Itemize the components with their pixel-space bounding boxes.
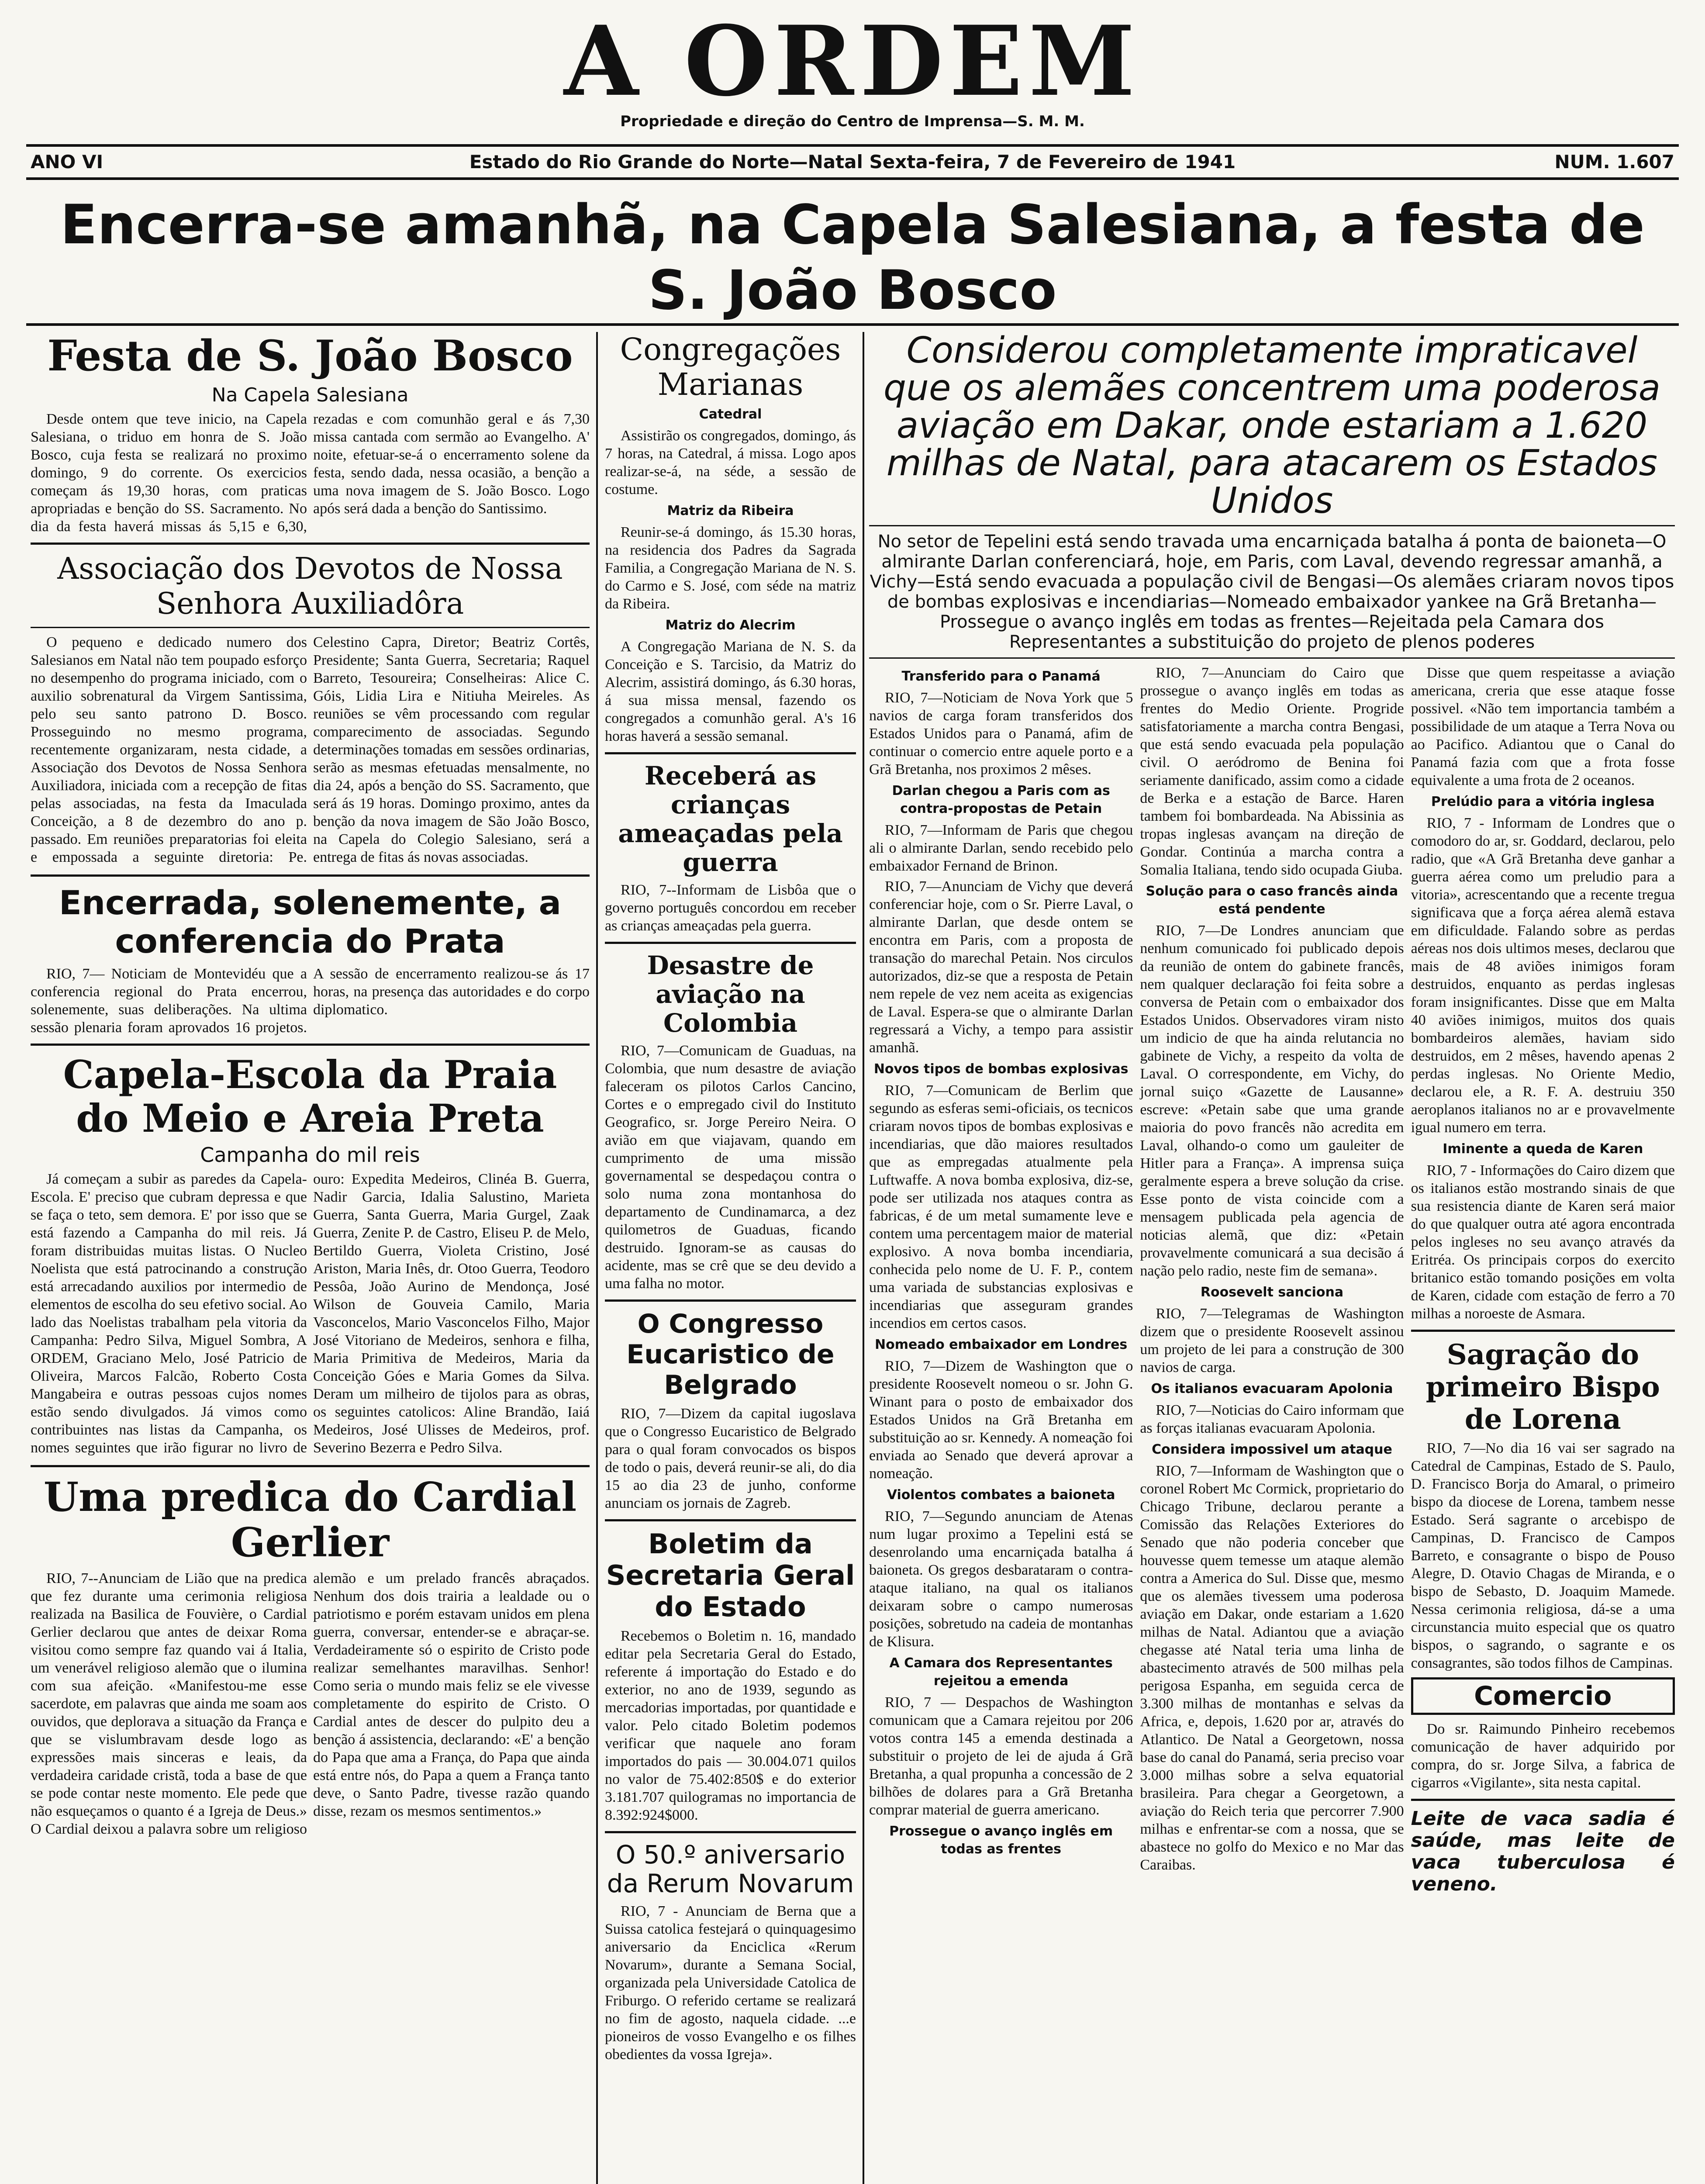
article-text: Assistirão os congregados, domingo, ás 7 horas, na Catedral, á missa. Logo apos realizar-se-á, na séde, a sessão de costume.	[605, 428, 856, 498]
health-advertisement: Leite de vaca sadia é saúde, mas leite de vaca tuberculosa é veneno.	[1411, 1807, 1675, 1895]
brief-heading: Prelúdio para a vitória inglesa	[1431, 794, 1655, 809]
article-title: Capela-Escola da Praia do Meio e Areia Preta	[63, 1052, 557, 1141]
article-title: Boletim da Secretaria Geral do Estado	[606, 1528, 855, 1623]
article-text: Reunir-se-á domingo, ás 15.30 horas, na residencia dos Padres da Sagrada Familia, a Congregação Mariana de N. S. do Carmo e S. José, com séde na matriz da Ribeira.	[605, 524, 856, 612]
brief-heading: A Camara dos Representantes rejeitou a emenda	[889, 1655, 1113, 1689]
brief-heading: Transferido para o Panamá	[901, 669, 1101, 684]
brief-heading: Solução para o caso francês ainda está pendente	[1146, 884, 1398, 917]
section-heading: Catedral	[699, 407, 762, 422]
article-text: O pequeno e dedicado numero dos Salesianos em Natal não tem poupado esforço no desempenho do programa iniciado, com o auxilio sobrenatural da Virgem Santissima, pelo seu santo patrono D. Bosco. Prosseguindo no mesmo programa, recentemente organizaram, nesta cidade, a Associação dos Devotos de Nossa Senhora Auxiliadora, iniciada com a recepção de fitas pelas associadas, na festa da Imaculada Conceição, a 8 de dezembro do ano p. passado. Em reuniões preparatorias foi eleita e empossada a seguinte diretoria: Pe. Celestino Capra, Diretor; Beatriz Cortês, Presidente; Santa Guerra, Secretaria; Raquel Barreto, Tesoureira; Conselheiras: Alice C. Góis, Lidia Lira e Nitiuha Meireles. As reuniões se vêm processando com regular comparecimento de associadas. Segundo determinações tomadas em sessões ordinarias, serão as mesmas efetuadas mensalmente, no dia 24, após a benção do SS. Sacramento, que será ás 19 horas. Domingo proximo, antes da benção da nova imagem de São João Bosco, na Capela do Colegio Salesiano, será a entrega de fitas ás novas associadas.	[31, 634, 590, 865]
divider	[1411, 1799, 1675, 1801]
brief-text: RIO, 7—Anunciam de Vichy que deverá conferenciar hoje, com o Sr. Pierre Laval, o almirante Darlan, que desde ontem se encontra em Paris, com a proposta de transação do marechal Petain. Nos circulos autorizados, diz-se que a resposta de Petain nem repele de vez nem aceita as exigencias de Laval. Espera-se que o almirante Darlan regressará a Vichy, a tempo para assistir amanhã.	[869, 878, 1133, 1056]
brief-heading: Roosevelt sanciona	[1200, 1285, 1344, 1300]
brief-text: RIO, 7 — Despachos de Washington comunicam que a Camara rejeitou por 206 votos contra 145 a emenda destinada a substituir o projeto de lei de ajuda á Grã Bretanha, a qual propunha a concessão de 2 bilhões de dolares para a Grã Bretanha comprar material de guerra americano.	[869, 1694, 1133, 1818]
column-left	[31, 332, 590, 2184]
article-body	[31, 410, 590, 536]
article-subtitle: Campanha do mil reis	[200, 1143, 420, 1167]
brief-text: RIO, 7—Informam de Paris que chegou ali o almirante Darlan, sendo recebido pelo embaixador Fernand de Brinon.	[869, 822, 1133, 874]
issue-date: Estado do Rio Grande do Norte—Natal Sexta-feira, 7 de Fevereiro de 1941	[469, 151, 1236, 173]
article-text: A Congregação Mariana de N. S. da Conceição e S. Tarcisio, da Matriz do Alecrim, assistirá domingo, ás 6.30 horas, á sua missa mensal, fazendo os congregados a comunhão geral. A's 16 horas haverá a sessão semanal.	[605, 639, 856, 744]
article-title: Encerrada, solenemente, a conferencia do Prata	[59, 883, 561, 961]
newspaper-ownership-line: Propriedade e direção do Centro de Imprensa—S. M. M.	[620, 113, 1085, 130]
headline-rule	[26, 323, 1679, 326]
brief-text: RIO, 7 - Informam de Londres que o comodoro do ar, sr. Goddard, declarou, pelo radio, que «A Grã Bretanha deve ganhar a guerra aérea como um preludio para a vitoria», acrescentando que a recente tregua significava que a força aérea alemã estava em dificuldade. Falando sobre as perdas aéreas nos dois ultimos meses, declarou que mais de 48 aviões inimigos foram destruidos, enquanto as perdas inglesas foram insignificantes. Disse que em Malta 40 aviões inimigos, muitos dos quais bombardeiros alemães, haviam sido destruidos, em 2 mêses, havendo apenas 2 perdas inglesas. No Oriente Medio, declarou ele, a R. F. A. destruiu 350 aeroplanos italianos no ar e provavelmente igual numero em terra.	[1411, 815, 1675, 1136]
brief-text: RIO, 7—Anunciam do Cairo que prossegue o avanço inglês em todas as frentes do Medio Oriente. Progride satisfatoriamente a marcha contra Bengasi, que está sendo evacuada pela população civil. O aeródromo de Benina foi seriamente danificado, assim como a cidade de Berka e a estação de Barce. Haren tambem foi bombardeada. Na Abissinia as tropas inglesas avançam na direção de Gondar. Continúa a marcha contra a Somalia Italiana, tendo sido ocupada Giuba.	[1140, 665, 1404, 878]
column-rule	[596, 332, 598, 2184]
article-body	[31, 1569, 590, 1838]
article-title: Receberá as crianças ameaçadas pela guerra	[618, 761, 843, 877]
article-title: Associação dos Devotos de Nossa Senhora Auxiliadôra	[57, 552, 563, 621]
brief-heading: Prossegue o avanço inglês em todas as frentes	[889, 1824, 1113, 1857]
brief-heading: Os italianos evacuaram Apolonia	[1151, 1381, 1393, 1396]
article-title: O 50.º aniversario da Rerum Novarum	[607, 1840, 854, 1898]
article-body	[31, 1170, 590, 1458]
article-title: Desastre de aviação na Colombia	[647, 950, 814, 1038]
divider	[31, 1465, 590, 1467]
brief-text: RIO, 7—Noticias do Cairo informam que as forças italianas evacuaram Apolonia.	[1140, 1402, 1404, 1436]
brief-heading: Darlan chegou a Paris com as contra-propostas de Petain	[892, 783, 1110, 816]
section-title: Comercio	[1474, 1681, 1612, 1711]
brief-text: RIO, 7—Segundo anunciam de Atenas num lugar proximo a Tepelini está se desenrolando uma encarniçada batalha á baioneta. Os gregos desbarataram o contra-ataque italiano, na qual os italianos deixaram sobre o campo numerosas posições, sobretudo na cadeia de montanhas de Klisura.	[869, 1508, 1133, 1650]
section-heading: Matriz da Ribeira	[667, 503, 794, 518]
brief-heading: Considera impossivel um ataque	[1152, 1442, 1392, 1457]
brief-text: RIO, 7—Comunicam de Berlim que segundo as esferas semi-oficiais, os tecnicos criaram novos tipos de bombas explosivas e incendiarias, que dão maiores resultados que as empregadas atualmente pela Luftwaffe. A nova bomba explosiva, diz-se, pode ser utilizada nos ataques contra as fabricas, é de um metal sumamente leve e contem uma percentagem maior de material explosivo. A nova bomba incendiaria, conhecida pelo nome de U. F. P., contem uma variada de substancias explosivas e incendiarias que asseguram grandes incendios em certos casos.	[869, 1082, 1133, 1331]
article-subtitle: Na Capela Salesiana	[211, 384, 409, 406]
article-text: RIO, 7--Anunciam de Lião que na predica que fez durante uma cerimonia religiosa realizada na Basilica de Fouvière, o Cardial Gerlier declarou que antes de deixar Roma visitou como sempre faz quando vai á Italia, um venerável religioso alemão que o ilumina com sua afeição. «Manifestou-me esse sacerdote, em palavras que ainda me soam aos ouvidos, que deplorava a situação da França e que se vislumbravam desde logo as expressões mais sinceras e leais, da verdadeira caridade cristã, toda a base de que se pode contar neste momento. Ele pede que não esqueçamos o quanto é a Igreja de Deus.» O Cardial deixou a palavra sobre um religioso alemão e um prelado francês abraçados. Nenhum dos dois trairia a lealdade ou o patriotismo e porém estavam unidos em plena guerra, conversar, entender-se e abraçar-se. Verdadeiramente só o espirito de Cristo pode realizar semelhantes maravilhas. Senhor! Como seria o mundo mais feliz se ele vivesse completamente do espirito de Cristo. O Cardial antes de descer do pulpito deu a benção á assistencia, declarando: «E' a benção do Papa que ama a França, do Papa que ainda está entre nós, do Papa a quem a França tanto deve, o Santo Padre, tivesse razão quando disse, rezam os mesmos sentimentos.»	[31, 1570, 590, 1837]
brief-text: RIO, 7—Telegramas de Washington dizem que o presidente Roosevelt assinou um projeto de lei para a construção de 300 navios de carga.	[1140, 1306, 1404, 1375]
column-middle	[605, 332, 856, 2184]
section-heading: Matriz do Alecrim	[665, 618, 796, 633]
column-rule	[863, 332, 864, 2184]
article-title: Uma predica do Cardial Gerlier	[43, 1473, 577, 1566]
column-right	[869, 332, 1675, 2184]
divider	[869, 657, 1675, 659]
article-text: RIO, 7—Dizem da capital iugoslava que o Congresso Eucaristico de Belgrado para o qual foram convocados os bispos de todo o pais, deverá reunir-se ali, do dia 15 ao dia 23 de junho, conforme anunciam os jornais de Zagreb.	[605, 1406, 856, 1511]
year-label: ANO VI	[31, 151, 104, 173]
brief-heading: Violentos combates a baioneta	[887, 1487, 1115, 1503]
divider	[869, 525, 1675, 526]
article-title: Sagração do primeiro Bispo de Lorena	[1425, 1338, 1660, 1436]
brief-text: Disse que quem respeitasse a aviação americana, creria que esse ataque fosse possivel. «Não tem importancia também a possibilidade de um ataque a Terra Nova ou ao Pacifico. Adiantou que o Canal do Panamá fazia com que a frota fosse equivalente a uma frota de 2 oceanos.	[1411, 665, 1675, 788]
article-text: RIO, 7 - Anunciam de Berna que a Suissa catolica festejará o quinquagesimo aniversario da Enciclica «Rerum Novarum», durante a Semana Social, organizada pela Universidade Catolica de Friburgo. O referido certame se realizará no fim de agosto, naquela cidade. ...e pioneiros de vosso Evangelho e os filhes obedientes da vossa Igreja».	[605, 1903, 856, 2063]
brief-text: RIO, 7—Informam de Washington que o coronel Robert Mc Cormick, proprietario do Chicago Tribune, declarou perante a Comissão das Relações Exteriores do Senado que não poderia conceber que houvesse quem temesse um ataque alemão contra a America do Sul. Disse que, mesmo que os alemães tivessem uma poderosa aviação em Dakar, onde estariam a 1.620 milhas de Natal. Adiantou que a aviação chegasse até Natal teria uma linha de abastecimento através de 500 milhas pela perigosa Espanha, em seguida cerca de 3.300 milhas de montanhas e selvas da Africa, e, depois, 1.620 por ar, através do Atlantico. De Natal a Georgetown, nossa base do canal do Panamá, seria preciso voar 3.000 milhas sobre a selva equatorial brasileira. Para chegar a Georgetown, a aviação do Reich teria que percorrer 7.900 milhas e enfrentar-se com a nossa, que se abastece no golfo do Mexico e no Mar das Caraibas.	[1140, 1463, 1404, 1873]
article-text: RIO, 7--Informam de Lisbôa que o governo português concordou em receber as crianças ameaçadas pela guerra.	[605, 882, 856, 934]
lead-deck: No setor de Tepelini está sendo travada uma encarniçada batalha á ponta de baioneta—O almirante Darlan conferenciará, hoje, em Paris, com Laval, devendo regressar amanhã, a Vichy—Está sendo evacuada a população civil de Bengasi—Os alemães criaram novos tipos de bombas explosivas e incendiarias—Nomeado embaixador yankee na Grã Bretanha—Prossegue o avanço inglês em todas as frentes—Rejeitada pela Camara dos Representantes a substituição do projeto de plenos poderes	[870, 532, 1674, 652]
divider	[31, 543, 590, 545]
article-text: RIO, 7—Comunicam de Guaduas, na Colombia, que num desastre de aviação faleceram os pilotos Carlos Cancino, Cortes e o empregado civil do Instituto Geografico, sr. Jorge Pereiro Neira. O avião em que viajavam, quando em cumprimento de uma missão governamental se despedaçou contra o solo numa zona montanhosa do departamento de Cundinamarca, a dez quilometros de Guaduas, ficando destruido. Ignoram-se as causas do acidente, mas se crê que se deu devido a uma falha no motor.	[605, 1043, 856, 1292]
article-body	[31, 633, 590, 867]
brief-text: RIO, 7—De Londres anunciam que nenhum comunicado foi publicado depois da reunião de ontem do gabinete francês, nem qualquer declaração foi feita sobre a conversa de Petain com o embaixador dos Estados Unidos. Observadores viram nisto um indicio de que ha ainda relutancia no gabinete de Vichy, a respeito da volta de Laval. O correspondente, em Vichy, do jornal suiço «Gazette de Lausanne» escreve: «Petain sabe que uma grande maioria do povo francês não acredita em Laval, olhando-o como um gauleiter de Hitler para a França». A imprensa suiça geralmente espera a breve solução da crise. Esse ponto de vista coincide com a mensagem publicada pela agencia de noticias alemã, que diz: «Petain provavelmente comunicará a sua decisão á nação pelo radio, neste fim de semana».	[1140, 923, 1404, 1279]
divider	[31, 1044, 590, 1046]
divider	[605, 1519, 856, 1521]
brief-heading: Iminente a queda de Karen	[1443, 1141, 1643, 1157]
lead-headline: Considerou completamente impraticavel que os alemães concentrem uma poderosa aviação em Dakar, onde estariam a 1.620 milhas de Natal, para atacarem os Estados Unidos	[883, 332, 1661, 522]
masthead	[0, 0, 1705, 192]
dateline	[26, 144, 1679, 180]
newspaper-title: A ORDEM	[564, 4, 1141, 117]
section-box	[1411, 1677, 1675, 1715]
brief-text: RIO, 7—Dizem de Washington que o presidente Roosevelt nomeou o sr. John G. Winant para o posto de embaixador dos Estados Unidos na Grã Bretanha em substituição ao sr. Kennedy. A nomeação foi enviada ao Senado que deverá aprovar a nomeação.	[869, 1358, 1133, 1482]
brief-text: RIO, 7 - Informações do Cairo dizem que os italianos estão mostrando sinais de que sua resistencia diante de Karen será maior do que qualquer outra até agora encontrada pelos ingleses no seu avanço através da Eritréa. Os principais corpos do exercito britanico estão tomando posições em volta de Karen, cidade com estação de ferro a 70 milhas a noroeste de Asmara.	[1411, 1162, 1675, 1322]
issue-number: NUM. 1.607	[1554, 151, 1674, 173]
article-title: Festa de S. João Bosco	[47, 332, 573, 380]
divider	[1411, 1330, 1675, 1332]
article-text: RIO, 7—No dia 16 vai ser sagrado na Catedral de Campinas, Estado de S. Paulo, D. Francisco Borja do Amaral, o primeiro bispo da diocese de Lorena, tambem nesse Estado. Será sagrante o arcebispo de Campinas, D. Francisco de Campos Barreto, e consagrante o bispo de Pouso Alegre, D. Otavio Chagas de Miranda, e o bispo de Sebasto, D. Joaquim Mamede. Nessa cerimonia religiosa, dá-se a uma circunstancia muito especial que os quatro bispos, o sagrando, o sagrante e os consagrantes, são todos filhos de Campinas.	[1411, 1440, 1675, 1671]
article-text: Desde ontem que teve inicio, na Capela Salesiana, o triduo em honra de S. João Bosco, cuja festa se realizará no proximo domingo, 9 do corrente. Os exercicios começam ás 19,30 horas, com praticas apropriadas e benção do SS. Sacramento. No dia da festa haverá missas ás 5,15 e 6,30, rezadas e com comunhão geral e ás 7,30 missa cantada com sermão ao Evangelho. A' noite, efetuar-se-á o encerramento solene da festa, sendo dada, nessa ocasião, a benção a uma nova imagem de S. João Bosco. Logo após será dada a benção do Santissimo.	[31, 411, 590, 535]
article-title: O Congresso Eucaristico de Belgrado	[626, 1309, 835, 1400]
divider	[31, 627, 590, 628]
brief-heading: Nomeado embaixador em Londres	[875, 1337, 1128, 1352]
divider	[605, 942, 856, 944]
article-text: Recebemos o Boletim n. 16, mandado editar pela Secretaria Geral do Estado, referente á importação do Estado e do exterior, no ano de 1939, segundo as mercadorias importadas, por quantidade e valor. Pelo citado Boletim podemos verificar que naquele ano foram importados do pais — 30.004.071 quilos no valor de 75.402:850$ e do exterior 3.181.707 quilogramas no importancia de 8.392:924$000.	[605, 1628, 856, 1823]
main-headline: Encerra-se amanhã, na Capela Salesiana, a festa de S. João Bosco	[60, 194, 1645, 322]
divider	[605, 752, 856, 754]
divider	[31, 874, 590, 877]
news-briefs	[869, 664, 1675, 1895]
divider	[605, 1299, 856, 1302]
brief-heading: Novos tipos de bombas explosivas	[873, 1061, 1129, 1077]
article-text: Já começam a subir as paredes da Capela-Escola. E' preciso que cubram depressa e que se faça o teto, sem demora. E' por isso que se está fazendo a Campanha do mil reis. Já foram distribuidas muitas listas. O Nucleo Noelista que está patrocinando a construção está arrecadando auxilios por intermedio de elementos de escolha do seu efetivo social. Ao lado das Noelistas trabalham pela vitoria da Campanha: Pedro Silva, Miguel Sombra, A ORDEM, Graciano Melo, José Patricio de Oliveira, Marcos Falcão, Roberto Costa Mangabeira e outras pessoas cujos nomes estão sendo divulgados. Já vimos como contribuintes nas listas da Campanha, os nomes seguintes que irão figurar no livro de ouro: Expedita Medeiros, Clinéa B. Guerra, Nadir Garcia, Idalia Salustino, Marieta Guerra, Santa Guerra, Maria Gurgel, Zaak Guerra, Zenite P. de Castro, Eliseu P. de Melo, Bertildo Guerra, Violeta Cristino, José Ariston, Maria Inês, dr. Otoo Guerra, Teodoro Pessôa, João Aurino de Mendonça, José Wilson de Gouveia Camilo, Maria Vasconcelos, Mario Vasconcelos Filho, Major José Vitoriano de Medeiros, senhora e filha, Maria Primitiva de Medeiros, Maria da Conceição Góes e Maria Gomes da Silva. Deram um milheiro de tijolos para as obras, os seguintes catolicos: Aline Brandão, Iaiá Medeiros, José Ulisses de Medeiros, prof. Severino Bezerra e Pedro Silva.	[31, 1171, 590, 1456]
article-title: Congregações Marianas	[620, 332, 841, 402]
divider	[605, 1831, 856, 1833]
article-text: RIO, 7— Noticiam de Montevidéu que a conferencia regional do Prata encerrou, solenemente, suas deliberações. Na ultima sessão plenaria foram aprovados 16 projetos. A sessão de encerramento realizou-se ás 17 horas, na presença das autoridades e do corpo diplomatico.	[31, 966, 590, 1036]
brief-text: RIO, 7—Noticiam de Nova York que 5 navios de carga foram transferidos dos Estados Unidos para o Panamá, afim de continuar o comercio entre aquele porto e a Grã Bretanha, nos proximos 2 mêses.	[869, 690, 1133, 778]
article-text: Do sr. Raimundo Pinheiro recebemos comunicação de haver adquirido por compra, do sr. Jorge Silva, a fabrica de cigarros «Vigilante», sita nesta capital.	[1411, 1721, 1675, 1791]
article-body	[31, 965, 590, 1037]
